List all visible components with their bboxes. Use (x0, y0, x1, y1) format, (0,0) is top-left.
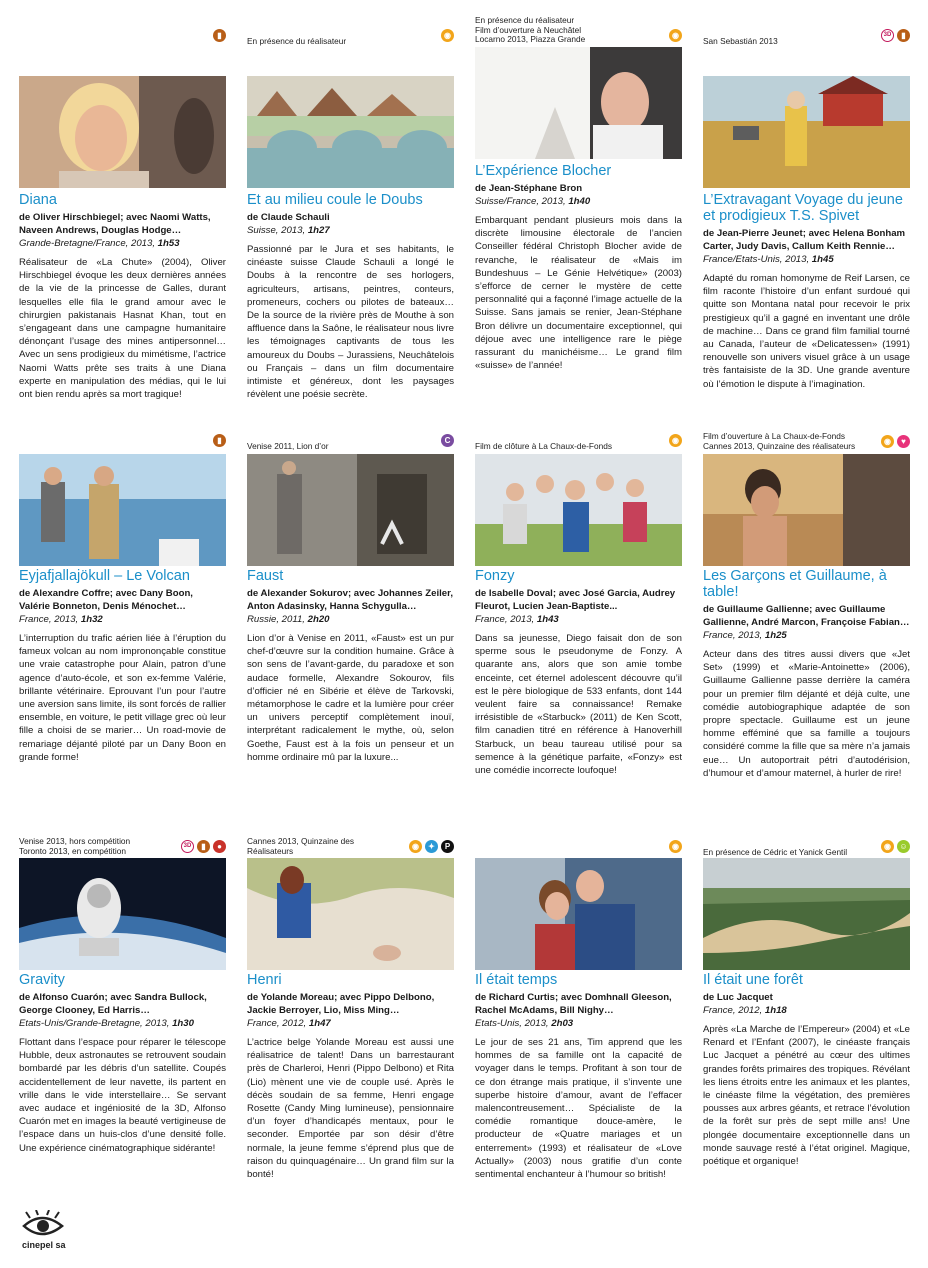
film-title[interactable]: Les Garçons et Guillaume, à table! (703, 568, 887, 600)
film-origin: France/Etats-Unis, 2013, (703, 254, 810, 265)
film-pre-note: Film d’ouverture à La Chaux-de-Fonds Cannes 2013, Quinzaine des réalisateurs (703, 431, 856, 451)
film-origin: France, 2013, (475, 614, 535, 625)
film-credits: de Alfonso Cuarón; avec Sandra Bullock, George Clooney, Ed Harris… (19, 992, 207, 1016)
film-badges (213, 29, 226, 42)
film-origin: France, 2012, (247, 1018, 307, 1029)
eye-icon: ◉ (669, 840, 682, 853)
film-origin: Suisse, 2013, (247, 225, 306, 236)
film-meta (475, 195, 682, 208)
film-meta (247, 1017, 454, 1030)
film-still (475, 454, 682, 566)
film-still (475, 858, 682, 970)
film-duration: 1h47 (308, 1018, 331, 1029)
film-origin: Suisse/France, 2013, (475, 196, 566, 207)
film-duration: 2h20 (307, 614, 330, 625)
film-duration: 1h40 (568, 196, 591, 207)
3d-icon: 3D (881, 29, 894, 42)
film-title[interactable]: Fonzy (475, 568, 515, 584)
drop-icon: ● (213, 840, 226, 853)
film-duration: 1h18 (764, 1005, 787, 1016)
film-credits: de Alexandre Coffre; avec Dany Boon, Valérie Bonneton, Denis Ménochet… (19, 588, 193, 612)
film-meta (247, 613, 454, 626)
heart-icon: ♥ (897, 435, 910, 448)
eye-icon: ◉ (441, 29, 454, 42)
film-meta (19, 613, 226, 626)
film-badges (441, 29, 454, 42)
film-pre-note: Film de clôture à La Chaux-de-Fonds (475, 441, 612, 451)
film-origin: France, 2012, (703, 1005, 763, 1016)
film-origin: France, 2013, (703, 630, 763, 641)
film-title[interactable]: Henri (247, 972, 282, 988)
film-duration: 1h43 (536, 614, 559, 625)
eye-icon: ◉ (881, 435, 894, 448)
film-credits: de Jean-Pierre Jeunet; avec Helena Bonham Carter, Judy Davis, Callum Keith Rennie… (703, 228, 906, 252)
film-pre-note: En présence du réalisateur (247, 36, 347, 46)
film-badges (409, 840, 454, 853)
film-pre-note: Cannes 2013, Quinzaine des Réalisateurs (247, 836, 355, 856)
film-synopsis: Embarquant pendant plusieurs mois dans la discrète limousine électorale de l’ancien Conseiller fédéral Christoph Blocher avide de revanche, le réalisateur de «Mais im Bundeshuus – Le Génie Helvétique» (2003) s’efforce de cerner le mystère de cette personnalité qui a façonné l’image actuelle de la Suisse. Sans jamais se renier, Jean-Stéphane Bron délivre un documentaire exceptionnel, qui déjoue avec une intelligence rare le piège rassurant du manichéisme… Le grand film «suisse» de l’année! (475, 215, 682, 372)
p-icon: P (441, 840, 454, 853)
film-synopsis: L’actrice belge Yolande Moreau est aussi une réalisatrice de talent! Dans un barrestaurant près de Charleroi, Henri (Pippo Delbono) et Rita (Lio) mènent une vie de couple usé. Après le décès soudain de sa femme, Henri engage Rosette (Candy Ming lumineuse), pensionnaire d’un foyer d’handicapés mentaux, pour le seconder. Emportée par son désir d’être normale, la jeune femme s’éprend plus que de raison du quinquagénaire… Un grand film sur la bonté! (247, 1037, 454, 1181)
film-origin: Etats-Unis/Grande-Bretagne, 2013, (19, 1018, 170, 1029)
film-synopsis: Réalisateur de «La Chute» (2004), Oliver Hirschbiegel évoque les deux dernières années de la vie de la princesse de Galles, durant lesquelles elle fila le grand amour avec le chirurgien pakistanais Hasnat Khan, tout en s’engageant dans une campagne humanitaire dénonçant l’usage des mines antipersonnel… Avec un sens prodigieux du mimétisme, l’actrice Naomi Watts prête ses traits à une Diana experte en manipulation des médias, qui le lui ont bien rendu après sa mort tragique! (19, 257, 226, 401)
film-meta (19, 1017, 226, 1030)
book-icon: ▮ (197, 840, 210, 853)
film-badges (881, 29, 910, 42)
film-badges (669, 840, 682, 853)
film-synopsis: Flottant dans l’espace pour réparer le télescope Hubble, deux astronautes se retrouvent soudain bombardé par les débris d’un satellite. Coupés accidentellement de leur navette, ils partent en vrille dans le vide interstellaire… Se servant avec audace et ingéniosité de la 3D, Alfonso Cuarón met en images la beauté vertigineuse de l’espace dans un huis-clos d’une densité folle. Une expérience cinématographique sidérante! (19, 1037, 226, 1154)
smile-icon: ☺ (897, 840, 910, 853)
eye-icon: ◉ (669, 434, 682, 447)
film-duration: 1h25 (764, 630, 787, 641)
film-title[interactable]: Diana (19, 192, 57, 208)
film-meta (475, 613, 682, 626)
film-origin: France, 2013, (19, 614, 79, 625)
film-synopsis: Passionné par le Jura et ses habitants, le cinéaste suisse Claude Schauli a longé le Doubs à la rencontre de ses horlogers, agriculteurs, artisans, peintres, conteurs, promeneurs, cochers ou pilotes de bateaux… De la source de la rivière près de Mouthe à son affluence dans la Saône, le réalisateur nous livre les témoignages captivants de tous les amoureux du Doubs – Jurassiens, Neuchâtelois ou Français – dans un film documentaire intimiste et généreux, dont les paysages révèlent une poésie secrète. (247, 244, 454, 401)
film-origin: Grande-Bretagne/France, 2013, (19, 238, 155, 249)
film-synopsis: Dans sa jeunesse, Diego faisait don de son sperme sous le pseudonyme de Fonzy. A quarante ans, alors que son amie tombe enceinte, cet éternel adolescent découvre qu’il est le père biologique de 533 enfants, dont 144 veulent faire sa connaissance! Remake irrésistible de «Starbuck» (2011) de Ken Scott, film canadien titré en référence à Hanoverhill Starbuck, un beau taureau utilisé pour sa semence à la génétique parfaite, «Fonzy» est une comédie incorrecte loufoque! (475, 633, 682, 777)
film-credits: de Isabelle Doval; avec José Garcia, Audrey Fleurot, Lucien Jean-Baptiste... (475, 588, 676, 612)
film-meta (703, 629, 910, 642)
film-still (19, 76, 226, 188)
film-title[interactable]: Et au milieu coule le Doubs (247, 192, 423, 208)
film-credits: de Yolande Moreau; avec Pippo Delbono, Jackie Berroyer, Lio, Miss Ming… (247, 992, 435, 1016)
film-pre-note: Venise 2011, Lion d’or (247, 441, 329, 451)
film-meta (475, 1017, 682, 1030)
film-origin: Etats-Unis, 2013, (475, 1018, 549, 1029)
film-pre-note: Venise 2013, hors compétition Toronto 2013, en compétition (19, 836, 131, 856)
film-synopsis: Acteur dans des titres aussi divers que «Jet Set» (1999) et «Marie-Antoinette» (2006), Guillaume Gallienne passe derrière la caméra pour un premier film déjanté et déjà culte, une comédie autobiographique adaptée de son propre spectacle. Guillaume est un jeune homme efféminé que sa famille a toujours considéré comme la fille que sa mère n’a jamais eue… Un autoportrait pétri d’autodérision, d’humour et d’amour maternel, à hurler de rire! (703, 649, 910, 779)
film-credits: de Alexander Sokurov; avec Johannes Zeiler, Anton Adasinsky, Hanna Schygulla… (247, 588, 453, 612)
film-meta (703, 253, 910, 266)
book-icon: ▮ (897, 29, 910, 42)
film-still (703, 858, 910, 970)
film-still (247, 858, 454, 970)
film-badges (669, 29, 682, 42)
book-icon: ▮ (213, 434, 226, 447)
film-origin: Russie, 2011, (247, 614, 305, 625)
film-credits: de Claude Schauli (247, 212, 330, 223)
film-credits: de Oliver Hirschbiegel; avec Naomi Watts, Naveen Andrews, Douglas Hodge… (19, 212, 211, 236)
film-duration: 1h53 (157, 238, 180, 249)
film-pre-note: En présence du réalisateur Film d’ouverture à Neuchâtel Locarno 2013, Piazza Grande (475, 15, 586, 44)
eye-icon: ◉ (881, 840, 894, 853)
film-pre-note: San Sebastián 2013 (703, 36, 778, 46)
film-meta (703, 1004, 910, 1017)
film-still (247, 76, 454, 188)
film-title[interactable]: Gravity (19, 972, 65, 988)
footer-brand: cinepel sa (22, 1240, 66, 1250)
film-duration: 2h03 (551, 1018, 574, 1029)
film-credits: de Jean-Stéphane Bron (475, 183, 583, 194)
eye-icon: ◉ (669, 29, 682, 42)
film-still (703, 76, 910, 188)
film-credits: de Luc Jacquet (703, 992, 773, 1003)
film-badges (441, 434, 454, 447)
film-synopsis: Après «La Marche de l’Empereur» (2004) et «Le Renard et l’Enfant (2007), le cinéaste français Luc Jacquet a pénétré au cœur des ultimes grandes forêts primaires des tropiques. Révélant les liens étroits entre les animaux et les plantes, le cinéaste filme la végétation, des premières pousses aux arbres géants, et retrace l’évolution de la forêt sur près de sept mille ans! Une plongée documentaire exceptionnelle dans un monde sauvage resté à l’état originel. Magique, poétique et organique! (703, 1024, 910, 1168)
film-badges (213, 434, 226, 447)
film-title[interactable]: L’Extravagant Voyage du jeune et prodigieux T.S. Spivet (703, 192, 903, 224)
film-synopsis: Lion d’or à Venise en 2011, «Faust» est un pur chef-d’œuvre sur la condition humaine. Grâce à son sens de l’avant-garde, du paradoxe et son audace formelle, Alexandre Sokourov, fils d’officier né en Sibérie et élève de Tarkovski, métamorphose le cadre et la lumière pour créer un univers perceptif complètement inouï, interprétant radicalement le mythe, où, selon Goethe, Faust est à la fois un penseur et un homme ordinaire mû par la luxure... (247, 633, 454, 763)
film-duration: 1h45 (811, 254, 834, 265)
film-credits: de Guillaume Gallienne; avec Guillaume Gallienne, André Marcon, Françoise Fabian… (703, 604, 910, 628)
film-badges (881, 435, 910, 448)
film-still (247, 454, 454, 566)
film-still (475, 47, 682, 159)
eye-icon: ◉ (409, 840, 422, 853)
film-synopsis: Le jour de ses 21 ans, Tim apprend que les hommes de sa famille ont la capacité de voyager dans le temps. Profitant à son tour de ce don étrange mais pratique, il s’invente une superbe histoire d’amour, avant de l’effacer malencontreusement… Spécialiste de la comédie romantique douce-amère, le producteur de «Quatre mariages et un enterrement» (1993) et réalisateur de «Love Actually» (2003) nous gratifie d’un conte sentimental enchanteur à l’humour so british! (475, 1037, 682, 1181)
film-synopsis: L’interruption du trafic aérien liée à l’éruption du fameux volcan au nom imprononçable constitue une vraie catastrophe pour Alain, patron d’une agence d’auto-école, et son ex-femme Valérie, brillante vétérinaire. Eprouvant l’un pour l’autre une aversion sans limite, ils sont forcés de rallier ensemble, en voiture, le petit village grec où leur fille a choisi de se marier… Un road-movie de remariage déjanté piloté par un Dany Boon en grande forme! (19, 633, 226, 763)
film-badges (881, 840, 910, 853)
film-duration: 1h30 (172, 1018, 194, 1029)
film-title[interactable]: Il était une forêt (703, 972, 803, 988)
film-title[interactable]: L’Expérience Blocher (475, 163, 612, 179)
film-still (19, 858, 226, 970)
film-still (703, 454, 910, 566)
film-credits: de Richard Curtis; avec Domhnall Gleeson, Rachel McAdams, Bill Nighy… (475, 992, 672, 1016)
film-badges (669, 434, 682, 447)
film-meta (247, 224, 454, 237)
film-meta (19, 237, 226, 250)
book-icon: ▮ (213, 29, 226, 42)
film-title[interactable]: Faust (247, 568, 284, 584)
c-icon: C (441, 434, 454, 447)
film-still (19, 454, 226, 566)
film-synopsis: Adapté du roman homonyme de Reif Larsen, ce film raconte l’histoire d’un enfant surdoué qui quitte son Montana natal pour recevoir le prix prestigieux qu’il a gagné en inventant une drôle de machine… Dans ce grand film familial tourné au Canada, l’auteur de «Delicatessen» (1991) renouvelle son univers visuel grâce à un usage très fantaisiste de la 3D. Une grande aventure où l’émotion le dispute à l’imagination. (703, 273, 910, 390)
film-title[interactable]: Eyjafjallajökull – Le Volcan (19, 568, 190, 584)
film-badges (181, 840, 226, 853)
film-pre-note: En présence de Cédric et Yanick Gentil (703, 847, 848, 857)
3d-icon: 3D (181, 840, 194, 853)
film-duration: 1h32 (80, 614, 103, 625)
film-duration: 1h27 (307, 225, 330, 236)
bird-icon: ✦ (425, 840, 438, 853)
film-title[interactable]: Il était temps (475, 972, 558, 988)
